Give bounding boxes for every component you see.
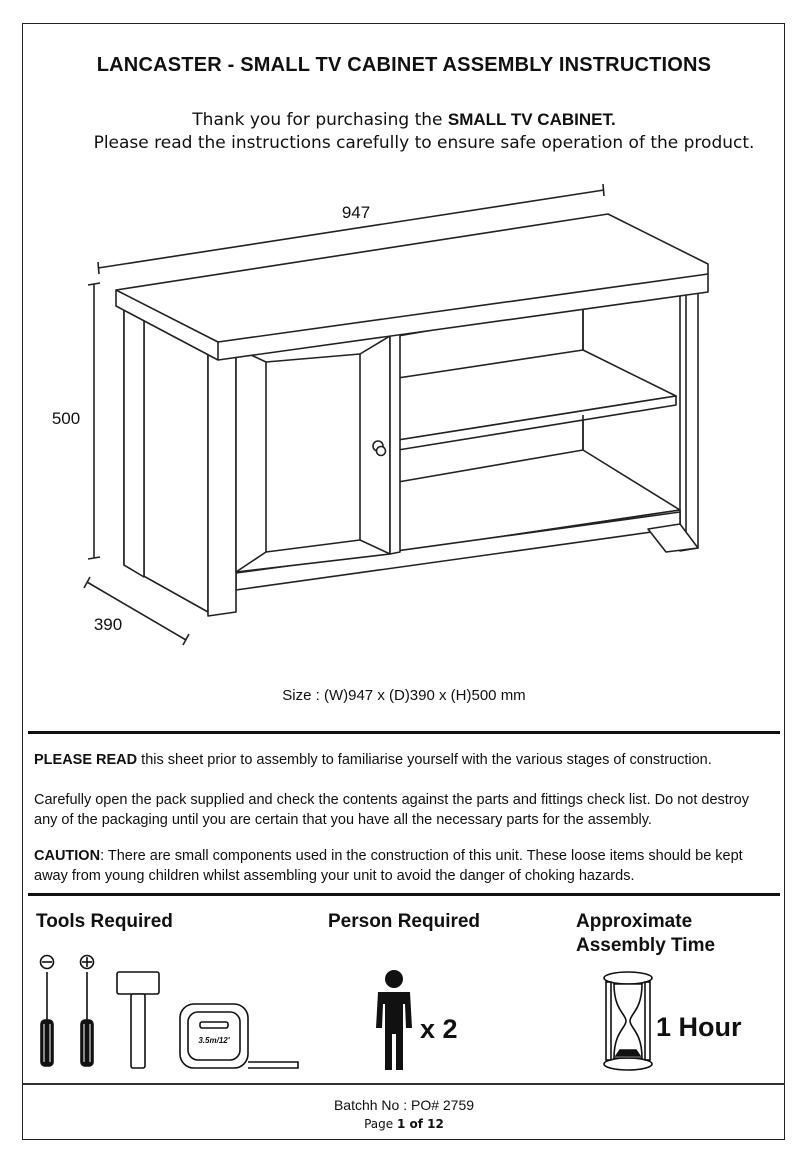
caution-rest: : There are small components used in the construction of this unit. These loose items should be kept away from young children whilst assembling your unit to avoid the danger of choking hazards. bbox=[34, 848, 743, 884]
thanks-prefix: Thank you for purchasing the bbox=[192, 110, 443, 130]
cabinet-diagram bbox=[40, 180, 740, 650]
please-read-bold: PLEASE READ bbox=[34, 752, 138, 768]
tape-label: 3.5m/12' bbox=[198, 1036, 230, 1045]
person-icon bbox=[372, 968, 418, 1072]
caution-paragraph bbox=[34, 846, 774, 886]
divider-bottom bbox=[28, 893, 780, 896]
please-read-paragraph bbox=[34, 750, 774, 770]
phillips-screwdriver-icon bbox=[81, 956, 94, 1067]
caution-bold: CAUTION bbox=[34, 848, 101, 864]
page-title: LANCASTER - SMALL TV CABINET ASSEMBLY INSTRUCTIONS bbox=[96, 54, 712, 76]
time-heading-2: Assembly Time bbox=[576, 935, 716, 956]
tools-icons bbox=[30, 950, 310, 1075]
tools-heading: Tools Required bbox=[36, 911, 173, 932]
page-number bbox=[0, 1117, 808, 1131]
flathead-screwdriver-icon bbox=[41, 956, 54, 1067]
hammer-icon bbox=[117, 972, 159, 1068]
size-text: Size : (W)947 x (D)390 x (H)500 mm bbox=[282, 687, 526, 704]
product-name: SMALL TV CABINET. bbox=[447, 110, 616, 129]
depth-dimension: 390 bbox=[93, 615, 123, 634]
person-heading: Person Required bbox=[328, 911, 481, 932]
divider-top bbox=[28, 731, 780, 734]
page-total: of 12 bbox=[405, 1117, 444, 1131]
height-dimension: 500 bbox=[51, 409, 81, 428]
width-dimension: 947 bbox=[341, 203, 371, 222]
hourglass-icon bbox=[600, 970, 656, 1072]
batch-number: Batchh No : PO# 2759 bbox=[333, 1097, 475, 1113]
time-heading-1: Approximate bbox=[576, 911, 693, 932]
footer-divider bbox=[23, 1083, 785, 1085]
page-current: 1 bbox=[396, 1117, 406, 1131]
please-read-rest: this sheet prior to assembly to familiarise yourself with the various stages of construction. bbox=[137, 752, 712, 768]
packaging-paragraph: Carefully open the pack supplied and check the contents against the parts and fittings check list. Do not destroy any of the packaging until you are certain that you have all the necessary parts for the assembly. bbox=[34, 792, 749, 828]
assembly-time: 1 Hour bbox=[656, 1012, 742, 1042]
thank-you-line bbox=[0, 110, 808, 130]
person-count: x 2 bbox=[420, 1014, 458, 1044]
page-prefix: Page bbox=[364, 1117, 397, 1131]
please-read-line: Please read the instructions carefully to ensure safe operation of the product. bbox=[93, 133, 755, 153]
